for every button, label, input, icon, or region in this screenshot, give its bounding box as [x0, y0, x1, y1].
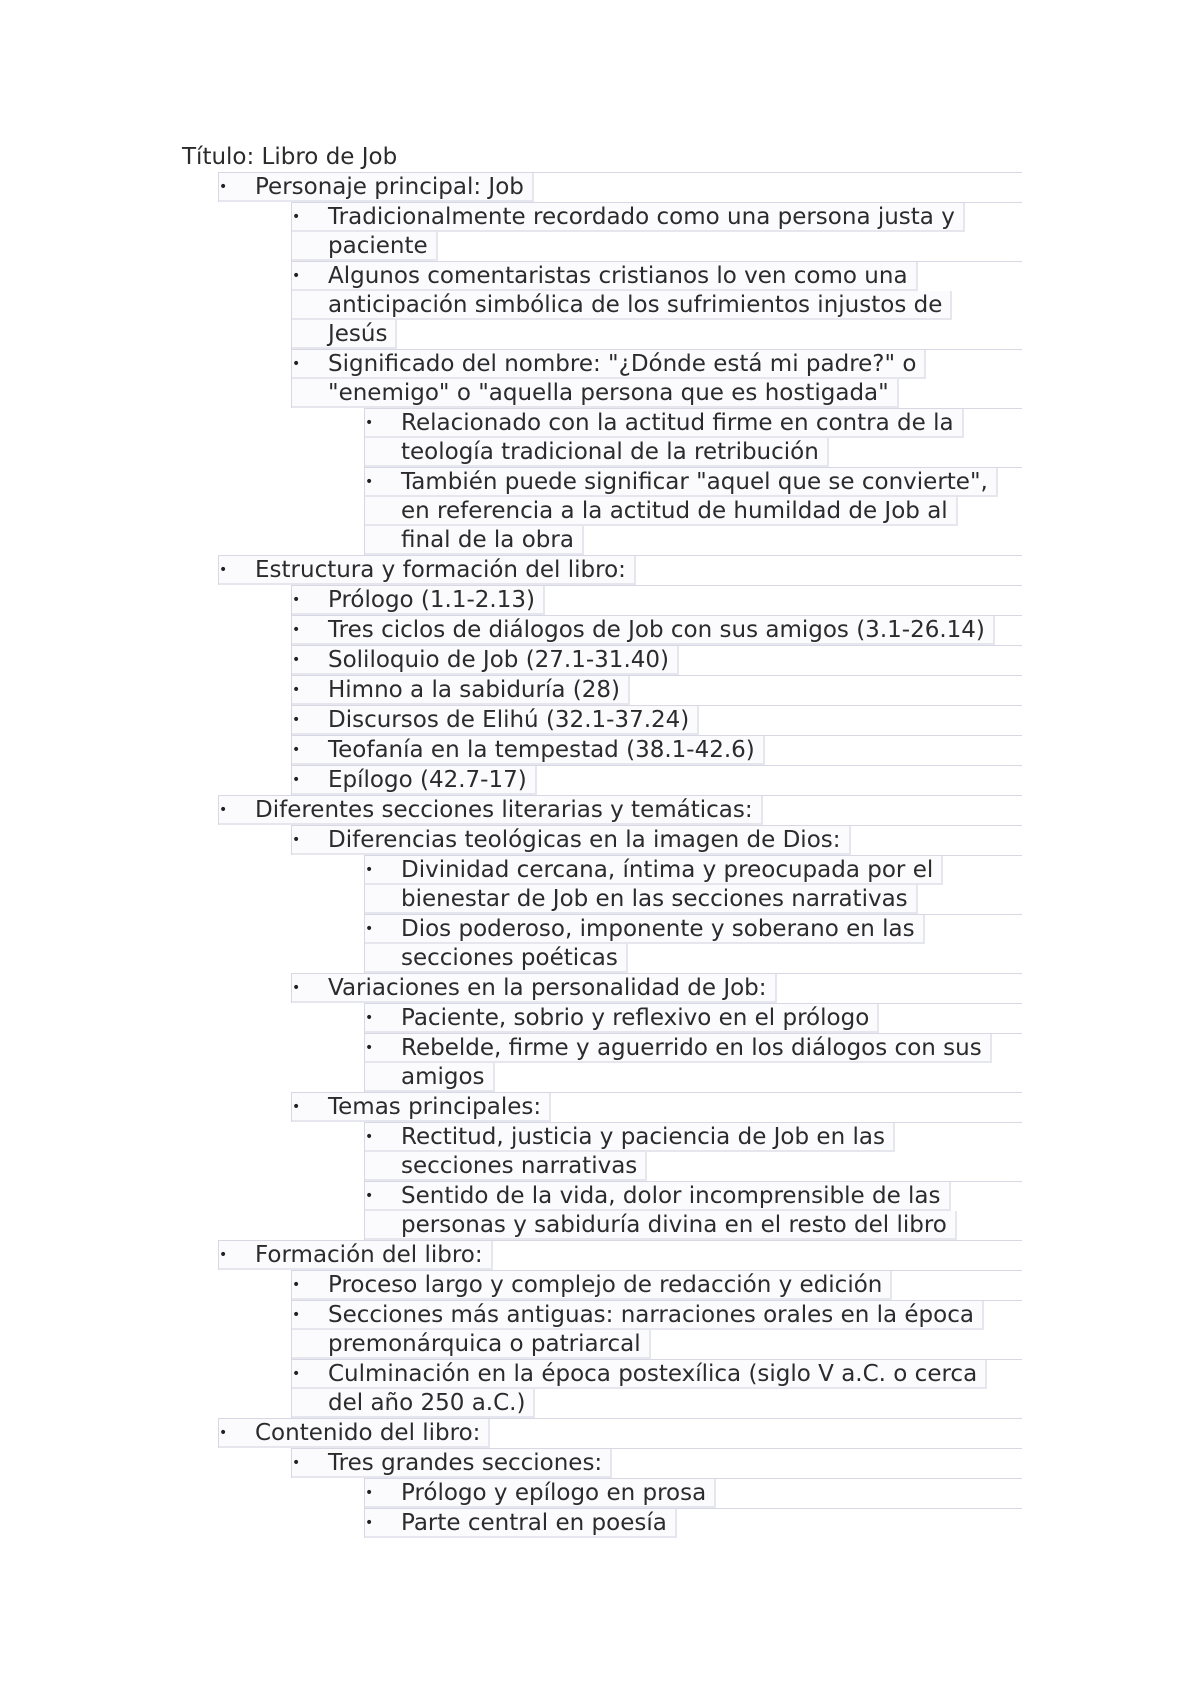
list-item-text: [364, 1033, 1022, 1092]
section-item: [218, 795, 1022, 1240]
list-item-text: [291, 1359, 1022, 1418]
bullet-icon: •: [365, 474, 374, 490]
text-line: amigos: [365, 1063, 495, 1092]
text-line: Secciones más antiguas: narraciones orales en la época: [292, 1301, 984, 1330]
outline-list: [182, 172, 1022, 1538]
list-item-text: [291, 825, 1022, 855]
list-item-text: [291, 973, 1022, 1003]
text-line: Jesús: [292, 320, 397, 349]
list-item-text: [364, 1478, 1022, 1508]
text-line: Relacionado con la actitud firme en contra de la: [365, 409, 964, 438]
text-line: premonárquica o patriarcal: [292, 1330, 651, 1359]
section-item: [218, 172, 1022, 555]
text-line: Significado del nombre: "¿Dónde está mi padre?" o: [292, 350, 926, 379]
list-item-text: [364, 1508, 1022, 1538]
sublist: [291, 1270, 1022, 1418]
text-line: en referencia a la actitud de humildad de Job al: [365, 497, 958, 526]
list-item-text: [364, 1181, 1022, 1240]
subitem: [291, 1448, 1022, 1538]
subitem: [291, 261, 1022, 349]
list-item-text: [364, 467, 1022, 555]
bullet-icon: •: [292, 1455, 301, 1471]
text-line: También puede significar "aquel que se convierte",: [365, 468, 998, 497]
nested-sublist: [364, 1478, 1022, 1538]
bullet-icon: •: [292, 772, 301, 788]
bullet-icon: •: [292, 832, 301, 848]
section-item: [218, 1240, 1022, 1418]
list-item-text: [291, 1092, 1022, 1122]
nested-subitem: [364, 1478, 1022, 1508]
list-item-text: [291, 202, 1022, 261]
text-line: Tres ciclos de diálogos de Job con sus amigos (3.1-26.14): [292, 616, 995, 645]
bullet-icon: •: [365, 1010, 374, 1026]
nested-subitem: [364, 408, 1022, 467]
text-line: Teofanía en la tempestad (38.1-42.6): [292, 736, 765, 765]
bullet-icon: •: [219, 1247, 228, 1263]
list-item-text: [291, 615, 1022, 645]
text-line: anticipación simbólica de los sufrimientos injustos de: [292, 291, 952, 320]
subitem: [291, 1092, 1022, 1240]
list-item-text: [291, 645, 1022, 675]
bullet-icon: •: [292, 622, 301, 638]
text-line: Formación del libro:: [219, 1241, 493, 1270]
subitem: [291, 349, 1022, 555]
text-line: bienestar de Job en las secciones narrativas: [365, 885, 918, 914]
text-line: Paciente, sobrio y reflexivo en el prólogo: [365, 1004, 879, 1033]
nested-subitem: [364, 1033, 1022, 1092]
nested-sublist: [364, 855, 1022, 973]
text-line: Rebelde, firme y aguerrido en los diálogos con sus: [365, 1034, 992, 1063]
subitem: [291, 973, 1022, 1092]
list-item-text: [291, 675, 1022, 705]
bullet-icon: •: [292, 1099, 301, 1115]
text-line: Contenido del libro:: [219, 1419, 490, 1448]
text-line: Himno a la sabiduría (28): [292, 676, 630, 705]
bullet-icon: •: [219, 562, 228, 578]
bullet-icon: •: [292, 209, 301, 225]
list-item-text: [218, 172, 1022, 202]
text-line: Discursos de Elihú (32.1-37.24): [292, 706, 699, 735]
bullet-icon: •: [292, 682, 301, 698]
bullet-icon: •: [219, 1425, 228, 1441]
nested-subitem: [364, 467, 1022, 555]
text-line: "enemigo" o "aquella persona que es hostigada": [292, 379, 899, 408]
nested-subitem: [364, 914, 1022, 973]
bullet-icon: •: [292, 980, 301, 996]
sublist: [291, 585, 1022, 795]
nested-subitem: [364, 1122, 1022, 1181]
list-item-text: [291, 1270, 1022, 1300]
bullet-icon: •: [365, 1129, 374, 1145]
list-item-text: [291, 349, 1022, 408]
text-line: Epílogo (42.7-17): [292, 766, 537, 795]
list-item-text: [218, 1240, 1022, 1270]
subitem: [291, 1300, 1022, 1359]
subitem: [291, 765, 1022, 795]
subitem: [291, 585, 1022, 615]
list-item-text: [364, 855, 1022, 914]
list-item-text: [291, 585, 1022, 615]
bullet-icon: •: [292, 592, 301, 608]
list-item-text: [291, 765, 1022, 795]
document-body: [182, 143, 1022, 1538]
bullet-icon: •: [365, 1515, 374, 1531]
bullet-icon: •: [219, 179, 228, 195]
text-line: Parte central en poesía: [365, 1509, 677, 1538]
list-item-text: [291, 1448, 1022, 1478]
nested-subitem: [364, 1508, 1022, 1538]
list-item-text: [291, 1300, 1022, 1359]
bullet-icon: •: [292, 1277, 301, 1293]
list-item-text: [364, 914, 1022, 973]
list-item-text: [364, 1122, 1022, 1181]
list-item-text: [218, 1418, 1022, 1448]
subitem: [291, 825, 1022, 973]
bullet-icon: •: [292, 712, 301, 728]
text-line: final de la obra: [365, 526, 584, 555]
list-item-text: [218, 555, 1022, 585]
text-line: Variaciones en la personalidad de Job:: [292, 974, 777, 1003]
text-line: Prólogo (1.1-2.13): [292, 586, 545, 615]
bullet-icon: •: [292, 1366, 301, 1382]
text-line: Prólogo y epílogo en prosa: [365, 1479, 716, 1508]
text-line: Sentido de la vida, dolor incomprensible de las: [365, 1182, 951, 1211]
bullet-icon: •: [292, 742, 301, 758]
bullet-icon: •: [292, 652, 301, 668]
list-item-text: [291, 705, 1022, 735]
text-line: Culminación en la época postexílica (siglo V a.C. o cerca: [292, 1360, 987, 1389]
text-line: Tres grandes secciones:: [292, 1449, 612, 1478]
bullet-icon: •: [292, 268, 301, 284]
text-line: secciones poéticas: [365, 944, 628, 973]
text-line: del año 250 a.C.): [292, 1389, 535, 1418]
subitem: [291, 735, 1022, 765]
document-title: Título: Libro de Job: [182, 144, 398, 170]
text-line: Divinidad cercana, íntima y preocupada por el: [365, 856, 943, 885]
sublist: [291, 825, 1022, 1240]
nested-subitem: [364, 1003, 1022, 1033]
subitem: [291, 675, 1022, 705]
list-item-text: [291, 261, 1022, 349]
text-line: Diferencias teológicas en la imagen de Dios:: [292, 826, 851, 855]
bullet-icon: •: [365, 415, 374, 431]
text-line: Estructura y formación del libro:: [219, 556, 636, 585]
nested-sublist: [364, 1003, 1022, 1092]
sublist: [291, 202, 1022, 555]
text-line: Soliloquio de Job (27.1-31.40): [292, 646, 679, 675]
subitem: [291, 615, 1022, 645]
text-line: Rectitud, justicia y paciencia de Job en las: [365, 1123, 895, 1152]
text-line: paciente: [292, 232, 438, 261]
list-item-text: [291, 735, 1022, 765]
section-item: [218, 555, 1022, 795]
subitem: [291, 1359, 1022, 1418]
bullet-icon: •: [292, 1307, 301, 1323]
bullet-icon: •: [365, 1485, 374, 1501]
text-line: Algunos comentaristas cristianos lo ven como una: [292, 262, 918, 291]
nested-subitem: [364, 1181, 1022, 1240]
bullet-icon: •: [219, 802, 228, 818]
bullet-icon: •: [365, 1188, 374, 1204]
text-line: teología tradicional de la retribución: [365, 438, 829, 467]
subitem: [291, 202, 1022, 261]
list-item-text: [364, 408, 1022, 467]
subitem: [291, 705, 1022, 735]
bullet-icon: •: [365, 1040, 374, 1056]
nested-sublist: [364, 1122, 1022, 1240]
nested-sublist: [364, 408, 1022, 555]
text-line: Proceso largo y complejo de redacción y edición: [292, 1271, 892, 1300]
subitem: [291, 645, 1022, 675]
text-line: Temas principales:: [292, 1093, 551, 1122]
text-line: personas y sabiduría divina en el resto del libro: [365, 1211, 957, 1240]
text-line: Dios poderoso, imponente y soberano en las: [365, 915, 925, 944]
text-line: secciones narrativas: [365, 1152, 647, 1181]
subitem: [291, 1270, 1022, 1300]
bullet-icon: •: [365, 921, 374, 937]
sublist: [291, 1448, 1022, 1538]
bullet-icon: •: [292, 356, 301, 372]
text-line: Tradicionalmente recordado como una persona justa y: [292, 203, 965, 232]
nested-subitem: [364, 855, 1022, 914]
list-item-text: [364, 1003, 1022, 1033]
section-item: [218, 1418, 1022, 1538]
text-line: Personaje principal: Job: [219, 173, 534, 202]
list-item-text: [218, 795, 1022, 825]
bullet-icon: •: [365, 862, 374, 878]
text-line: Diferentes secciones literarias y temáticas:: [219, 796, 763, 825]
